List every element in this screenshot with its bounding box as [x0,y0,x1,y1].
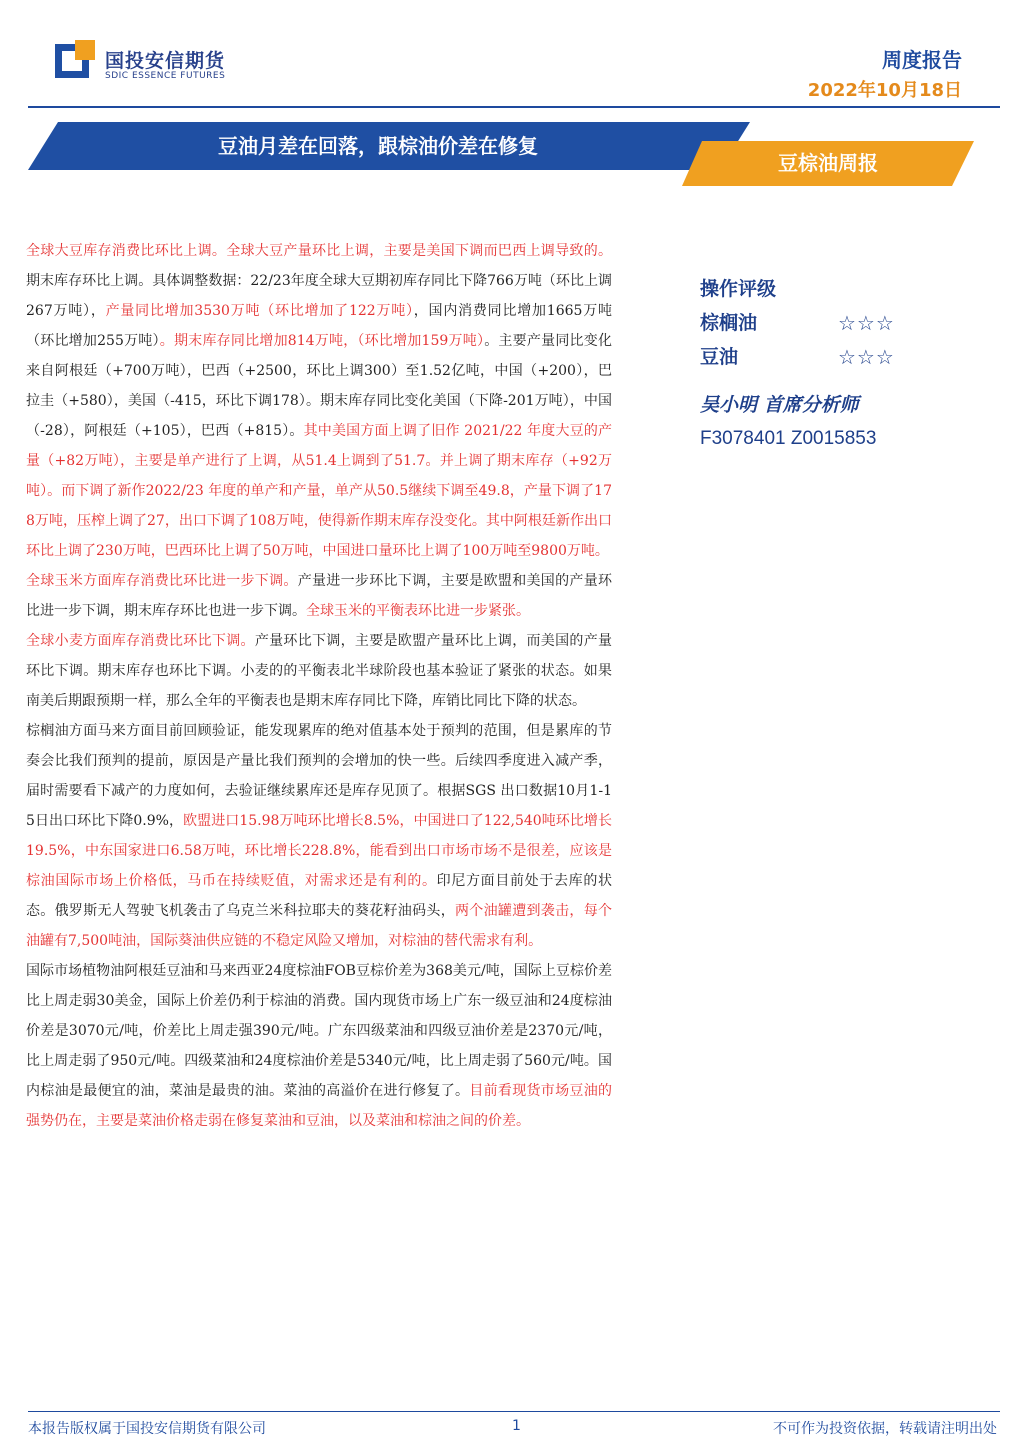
rating-row-soybean-oil [700,342,960,376]
paragraph-spreads [26,956,612,1136]
footer-divider [28,1411,1000,1412]
paragraph-wheat [26,626,612,716]
rating-name: 棕榈油 [700,312,758,334]
highlight-text: 其中美国方面上调了旧作 2021/22 年度大豆的产量（+82万吨），主要是单产进行了上调，从51.4上调到了51.7。并上调了期末库存（+92万吨）。而下调了新作2022/23 年度的单产和产量，单产从50.5继续下调至49.8，产量下调了178万吨，压榨上调了27，出口下调了108万吨，使得新作期末库存没变化。其中阿根廷新作出口环比上调了230万吨，巴西环比上调了50万吨，中国进口量环比上调了100万吨至9800万吨。 [26,423,613,559]
rating-row-palm-oil [700,308,960,342]
report-category: 豆棕油周报 [778,151,878,175]
footer-disclaimer: 不可作为投资依据，转载请注明出处 [773,1421,997,1437]
rating-panel [700,274,960,454]
company-logo [55,40,245,88]
paragraph-corn [26,566,612,626]
logo-english-name: SDIC ESSENCE FUTURES [105,71,226,81]
highlight-text: 两个油罐遭到袭击，每个油罐有7,500吨油，国际葵油供应链的不稳定风险又增加，对棕油的替代需求有利。 [26,903,612,949]
highlight-text: 全球大豆库存消费比环比上调。全球大豆产量环比上调，主要是美国下调而巴西上调导致的。 [26,243,612,259]
body-text: 棕榈油方面马来方面目前回顾验证，能发现累库的绝对值基本处于预判的范围，但是累库的节奏会比我们预判的提前，原因是产量比我们预判的会增加的快一些。后续四季度进入减产季，届时需要看下减产的力度如何，去验证继续累库还是库存见顶了。根据SGS 出口数据10月1-15日出口环比下降0.9%， [26,723,612,829]
highlight-text: 全球玉米方面库存消费比环比进一步下调。 [26,573,298,589]
highlight-text: 全球玉米的平衡表环比进一步紧张。 [306,603,530,619]
analyst-name: 吴小明 首席分析师 [700,394,859,416]
star-rating-icon: ☆☆☆ [838,345,895,369]
highlight-text: 产量同比增加3530万吨（环比增加了122万吨） [105,303,414,319]
logo-chinese-name: 国投安信期货 [105,50,226,72]
header-divider [28,106,1000,108]
body-text: 国际市场植物油阿根廷豆油和马来西亚24度棕油FOB豆棕价差为368美元/吨，国际上豆棕价差比上周走弱30美金，国际上价差仍利于棕油的消费。国内现货市场上广东一级豆油和24度棕油价差是3070元/吨，价差比上周走强390元/吨。广东四级菜油和四级豆油价差是2370元/吨，比上周走弱了950元/吨。四级菜油和24度棕油价差是5340元/吨，比上周走弱了560元/吨。国内棕油是最便宜的油，菜油是最贵的油。菜油的高溢价在进行修复了。 [26,963,612,1099]
body-text: 。主要产量同比变化来自阿根廷（+700万吨），巴西（+2500，环比上调300）至1.52亿吨，中国（+200），巴拉圭（+580），美国（-415，环比下调178）。期末库存同比变化美国（下降-201万吨），中国（-28），阿根廷（+105），巴西（+815）。 [26,333,612,439]
body-text: 产量环比下调，主要是欧盟产量环比上调，而美国的产量环比下调。期末库存也环比下调。小麦的的平衡表北半球阶段也基本验证了紧张的状态。如果南美后期跟预期一样，那么全年的平衡表也是期末库存同比下降，库销比同比下降的状态。 [26,633,613,709]
report-type: 周度报告 [882,48,962,72]
paragraph-palm-oil [26,716,612,956]
star-rating-icon: ☆☆☆ [838,311,895,335]
body-text: 印尼方面目前处于去库的状态。俄罗斯无人驾驶飞机袭击了乌克兰米科拉耶夫的葵花籽油码头， [26,873,613,919]
body-text: 期末库存环比上调。具体调整数据：22/23年度全球大豆期初库存同比下降766万吨（环比上调267万吨）， [26,273,612,319]
rating-heading: 操作评级 [700,278,777,300]
highlight-text: 。期末库存同比增加814万吨，（环比增加159万吨） [159,333,485,349]
rating-name: 豆油 [700,346,739,368]
paragraph-soybean [26,236,612,566]
analyst-license: F3078401 Z0015853 [700,428,877,449]
footer-copyright: 本报告版权属于国投安信期货有限公司 [28,1421,266,1437]
body-text: 产量进一步环比下调，主要是欧盟和美国的产量环比进一步下调，期末库存环比也进一步下调。 [26,573,613,619]
highlight-text: 目前看现货市场豆油的强势仍在，主要是菜油价格走弱在修复菜油和豆油，以及菜油和棕油之间的价差。 [26,1083,613,1129]
report-body [26,236,612,1136]
body-text: ，国内消费同比增加1665万吨（环比增加255万吨） [26,303,612,349]
report-title: 豆油月差在回落，跟棕油价差在修复 [218,134,538,158]
highlight-text: 欧盟进口15.98万吨环比增长8.5%，中国进口了122,540吨环比增长19.5%，中东国家进口6.58万吨，环比增长228.8%，能看到出口市场市场不是很差，应该是棕油国际市场上价格低，马币在持续贬值，对需求还是有利的。 [26,813,612,889]
highlight-text: 全球小麦方面库存消费比环比下调。 [26,633,255,649]
sdic-logo-icon [55,40,95,80]
page-number: 1 [512,1418,521,1434]
report-date: 2022年10月18日 [807,80,962,101]
